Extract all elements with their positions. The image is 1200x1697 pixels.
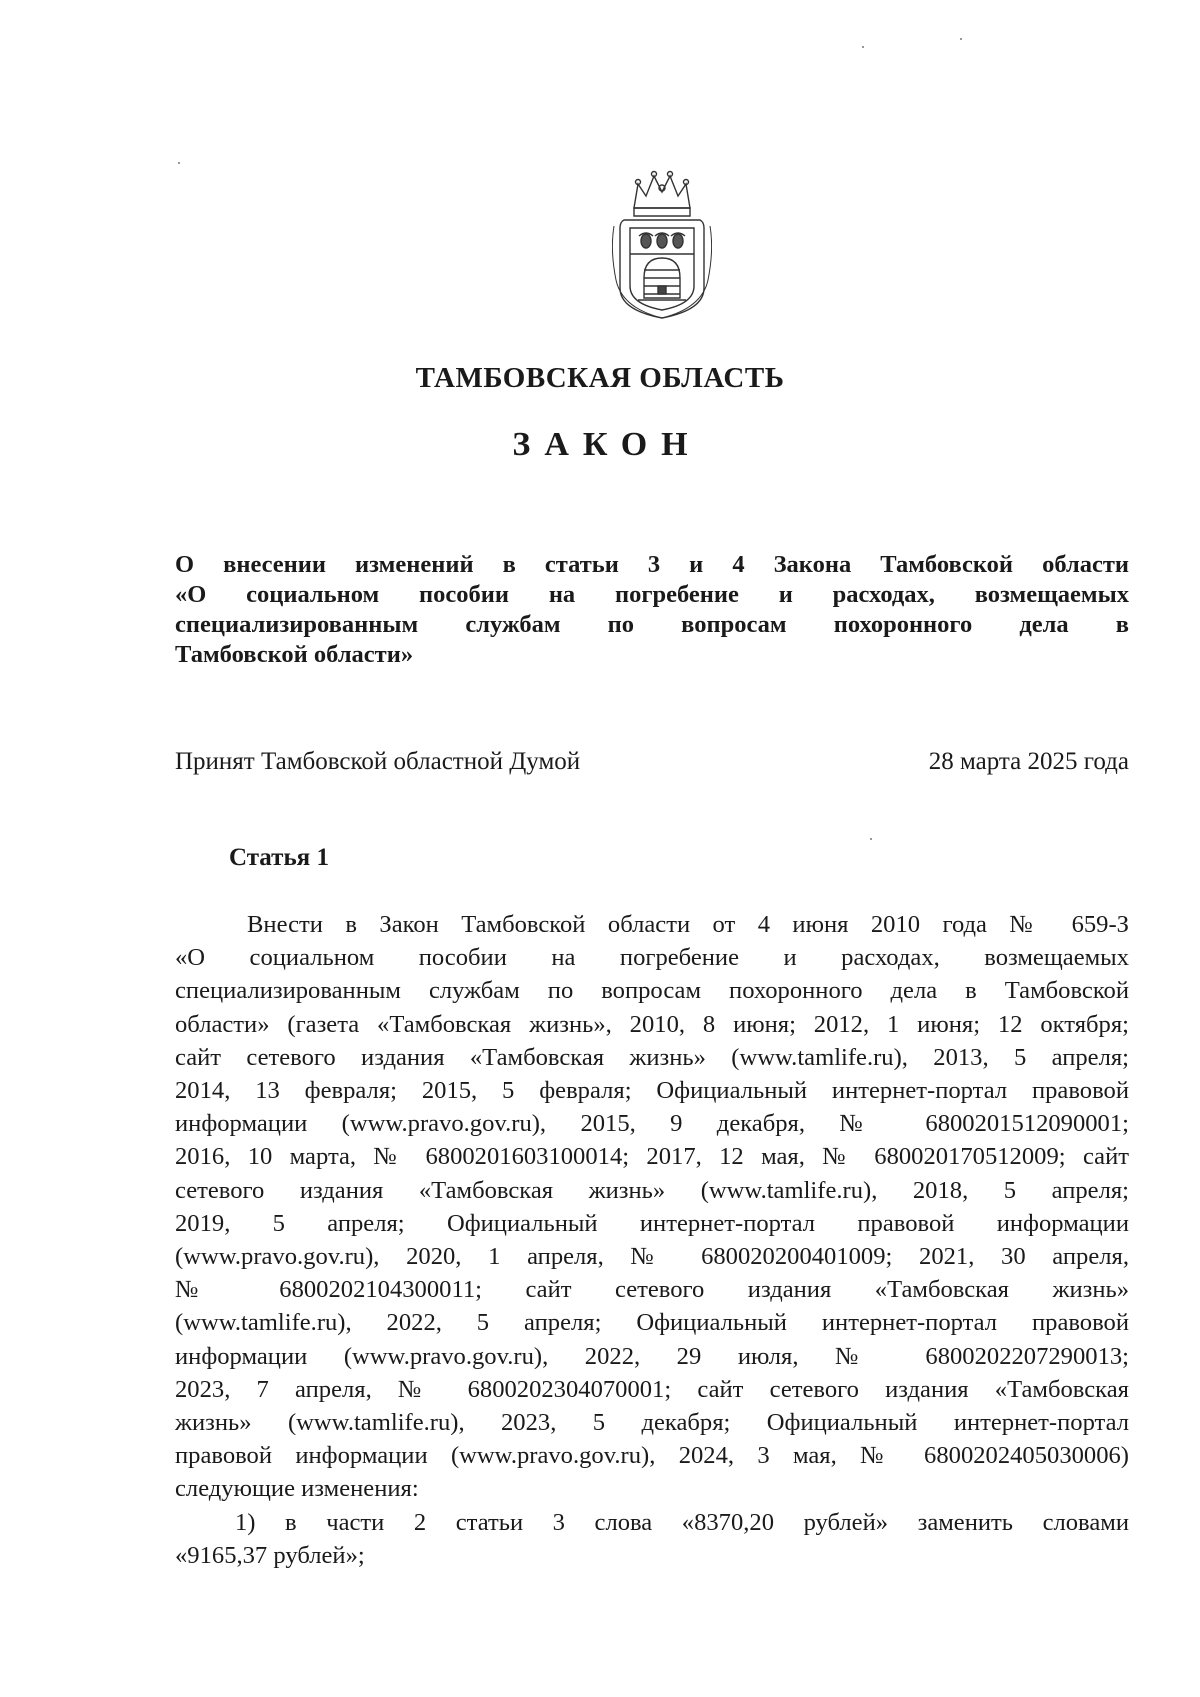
scan-speck: [862, 46, 864, 48]
adoption-date: 28 марта 2025 года: [928, 748, 1129, 775]
body-line: (www.tamlife.ru), 2022, 5 апреля; Официальный интернет-портал правовой: [175, 1309, 1129, 1337]
article-body: [175, 908, 1129, 1572]
body-line: (www.pravo.gov.ru), 2020, 1 апреля, № 680020200401009; 2021, 30 апреля,: [175, 1243, 1129, 1271]
body-line: области» (газета «Тамбовская жизнь», 2010, 8 июня; 2012, 1 июня; 12 октября;: [175, 1010, 1129, 1038]
title-line: Тамбовской области»: [175, 641, 414, 668]
body-line: сайт сетевого издания «Тамбовская жизнь» (www.tamlife.ru), 2013, 5 апреля;: [175, 1043, 1129, 1071]
body-line: «О социальном пособии на погребение и расходах, возмещаемых: [175, 944, 1129, 972]
body-line: информации (www.pravo.gov.ru), 2015, 9 декабря, № 6800201512090001;: [175, 1110, 1129, 1138]
list-item-line: «9165,37 рублей»;: [175, 1541, 365, 1569]
body-line: 2014, 13 февраля; 2015, 5 февраля; Официальный интернет-портал правовой: [175, 1077, 1129, 1105]
body-line: № 6800202104300011; сайт сетевого издания «Тамбовская жизнь»: [175, 1276, 1129, 1304]
body-line: правовой информации (www.pravo.gov.ru), 2024, 3 мая, № 6800202405030006): [175, 1442, 1129, 1470]
body-line: 2023, 7 апреля, № 6800202304070001; сайт сетевого издания «Тамбовская: [175, 1375, 1129, 1403]
scan-speck: [870, 838, 872, 840]
coat-of-arms-icon: [612, 170, 712, 320]
law-title: [175, 550, 1129, 670]
adopted-by: Принят Тамбовской областной Думой: [175, 748, 581, 775]
scan-speck: [960, 38, 962, 40]
scan-speck: [178, 162, 180, 164]
body-line: специализированным службам по вопросам похоронного дела в Тамбовской: [175, 977, 1129, 1005]
document-type-heading: ЗАКОН: [512, 426, 702, 463]
adoption-line: [175, 748, 1129, 776]
body-line: 2019, 5 апреля; Официальный интернет-портал правовой информации: [175, 1209, 1129, 1237]
body-line: информации (www.pravo.gov.ru), 2022, 29 июля, № 6800202207290013;: [175, 1342, 1129, 1370]
body-line: сетевого издания «Тамбовская жизнь» (www.tamlife.ru), 2018, 5 апреля;: [175, 1176, 1129, 1204]
title-line: специализированным службам по вопросам похоронного дела в: [175, 611, 1129, 638]
body-line: Внести в Закон Тамбовской области от 4 июня 2010 года № 659-З: [247, 911, 1129, 938]
body-line: 2016, 10 марта, № 6800201603100014; 2017, 12 мая, № 680020170512009; сайт: [175, 1143, 1129, 1171]
title-line: О внесении изменений в статьи 3 и 4 Закона Тамбовской области: [175, 551, 1129, 578]
title-line: «О социальном пособии на погребение и расходах, возмещаемых: [175, 581, 1129, 608]
list-item-line: 1) в части 2 статьи 3 слова «8370,20 рублей» заменить словами: [235, 1508, 1129, 1536]
body-line: следующие изменения:: [175, 1475, 419, 1503]
article-heading: Статья 1: [229, 844, 329, 871]
body-line: жизнь» (www.tamlife.ru), 2023, 5 декабря; Официальный интернет-портал: [175, 1409, 1129, 1437]
region-heading: ТАМБОВСКАЯ ОБЛАСТЬ: [415, 362, 785, 394]
